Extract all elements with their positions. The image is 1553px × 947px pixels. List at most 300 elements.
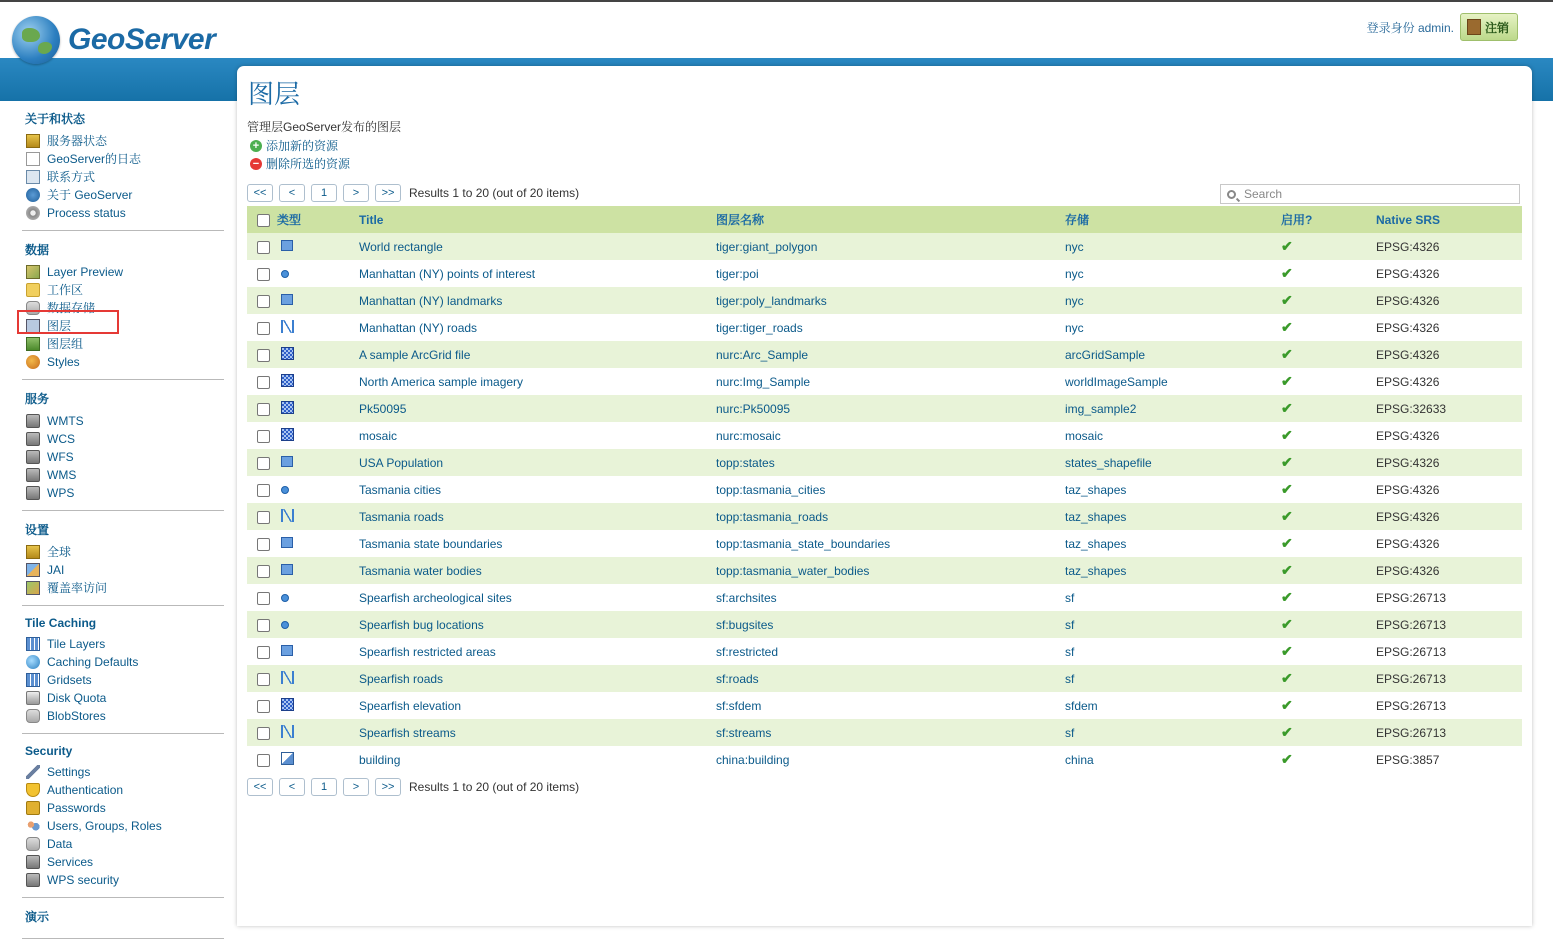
layer-name-cell: [716, 719, 1065, 746]
layer-title-link[interactable]: A sample ArcGrid file: [359, 347, 471, 362]
polygon-type-icon: [281, 564, 293, 575]
line-type-icon: [281, 671, 294, 684]
sidebar-item-label[interactable]: 服务器状态: [47, 134, 108, 148]
sidebar-item[interactable]: [26, 835, 224, 853]
select-all-checkbox[interactable]: [257, 214, 270, 227]
polygon-type-icon: [281, 645, 293, 656]
native-srs-cell: EPSG:3857: [1376, 746, 1522, 773]
layer-name-link[interactable]: sf:bugsites: [716, 617, 774, 632]
pager-next-button[interactable]: >: [343, 184, 369, 202]
layer-name-link[interactable]: topp:states: [716, 455, 775, 470]
column-header-store[interactable]: 存储: [1065, 206, 1281, 233]
store-link[interactable]: mosaic: [1065, 428, 1104, 443]
store-link[interactable]: sfdem: [1065, 698, 1098, 713]
sidebar-item[interactable]: [26, 707, 224, 725]
row-checkbox[interactable]: [257, 484, 270, 497]
enabled-check-icon: ✔: [1281, 454, 1293, 470]
sidebar-item-label[interactable]: 图层: [47, 319, 72, 333]
layer-name-link[interactable]: nurc:Arc_Sample: [716, 347, 809, 362]
layer-name-cell: [716, 665, 1065, 692]
sidebar-item-label[interactable]: WMS: [47, 468, 77, 482]
sidebar-item-label[interactable]: JAI: [47, 563, 65, 577]
native-srs-cell: EPSG:4326: [1376, 557, 1522, 584]
store-cell: [1065, 692, 1281, 719]
store-cell: [1065, 395, 1281, 422]
layer-name-link[interactable]: sf:sfdem: [716, 698, 762, 713]
layer-name-link[interactable]: topp:tasmania_state_boundaries: [716, 536, 891, 551]
service-icon: [26, 450, 40, 464]
globe-logo-icon: [12, 16, 60, 64]
layer-name-link[interactable]: tiger:tiger_roads: [716, 320, 803, 335]
sidebar-item[interactable]: [26, 466, 224, 484]
type-cell: [277, 584, 359, 611]
layer-title-link[interactable]: Tasmania state boundaries: [359, 536, 503, 551]
title-cell: [359, 287, 716, 314]
sidebar-item-label[interactable]: WFS: [47, 450, 74, 464]
enabled-check-icon: ✔: [1281, 697, 1293, 713]
layer-title-link[interactable]: Tasmania roads: [359, 509, 444, 524]
column-header-type[interactable]: 类型: [277, 206, 359, 233]
column-header-native-srs[interactable]: Native SRS: [1376, 206, 1522, 233]
sidebar-item-label[interactable]: Users, Groups, Roles: [47, 819, 162, 833]
pager-prev-button[interactable]: <: [279, 778, 305, 796]
row-select-cell: [247, 287, 277, 314]
enabled-cell: [1281, 449, 1376, 476]
point-type-icon: [281, 270, 289, 278]
layer-name-link[interactable]: topp:tasmania_cities: [716, 482, 826, 497]
database-icon: [26, 837, 40, 851]
row-checkbox[interactable]: [257, 565, 270, 578]
native-srs-cell: EPSG:4326: [1376, 287, 1522, 314]
row-select-cell: [247, 665, 277, 692]
enabled-check-icon: ✔: [1281, 643, 1293, 659]
sidebar-item[interactable]: [26, 430, 224, 448]
sidebar-item[interactable]: [26, 168, 224, 186]
layer-name-link[interactable]: tiger:poly_landmarks: [716, 293, 827, 308]
store-link[interactable]: china: [1065, 752, 1094, 767]
store-cell: [1065, 341, 1281, 368]
geoserver-logo[interactable]: [12, 14, 215, 66]
layer-title-link[interactable]: Manhattan (NY) roads: [359, 320, 478, 335]
title-cell: [359, 314, 716, 341]
pager-page-button[interactable]: 1: [311, 778, 337, 796]
sidebar-item[interactable]: [26, 763, 224, 781]
store-link[interactable]: sf: [1065, 725, 1075, 740]
layer-name-cell: [716, 395, 1065, 422]
sidebar-item[interactable]: [26, 204, 224, 222]
table-row: [247, 341, 1522, 368]
sidebar-item-label[interactable]: 覆盖率访问: [47, 581, 108, 595]
sidebar-item-label[interactable]: WPS: [47, 486, 75, 500]
enabled-check-icon: ✔: [1281, 724, 1293, 740]
layer-name-cell: [716, 341, 1065, 368]
native-srs-cell: EPSG:26713: [1376, 692, 1522, 719]
sidebar-item-label[interactable]: GeoServer的日志: [47, 152, 142, 166]
sidebar-section-title: 设置: [25, 523, 50, 537]
sidebar-item[interactable]: [26, 484, 224, 502]
enabled-cell: [1281, 530, 1376, 557]
add-resource-link[interactable]: 添加新的资源: [266, 139, 339, 153]
enabled-cell: [1281, 665, 1376, 692]
store-cell: [1065, 233, 1281, 260]
raster-type-icon: [281, 347, 294, 360]
pager-prev-button[interactable]: <: [279, 184, 305, 202]
native-srs-cell: EPSG:4326: [1376, 422, 1522, 449]
pager-first-button[interactable]: <<: [247, 778, 273, 796]
sidebar-item[interactable]: [26, 335, 224, 353]
store-link[interactable]: states_shapefile: [1065, 455, 1152, 470]
type-cell: [277, 611, 359, 638]
enabled-check-icon: ✔: [1281, 292, 1293, 308]
search-box[interactable]: [1220, 184, 1520, 204]
sidebar-item[interactable]: [26, 653, 224, 671]
store-cell: [1065, 476, 1281, 503]
enabled-cell: [1281, 233, 1376, 260]
enabled-cell: [1281, 260, 1376, 287]
sidebar-item-label[interactable]: Tile Layers: [47, 637, 106, 651]
sidebar-section: [22, 906, 224, 939]
store-link[interactable]: img_sample2: [1065, 401, 1137, 416]
sidebar-item[interactable]: [26, 561, 224, 579]
layer-group-icon: [26, 337, 40, 351]
row-select-cell: [247, 611, 277, 638]
layer-name-cell: [716, 611, 1065, 638]
layer-name-cell: [716, 476, 1065, 503]
row-checkbox[interactable]: [257, 619, 270, 632]
native-srs-cell: EPSG:32633: [1376, 395, 1522, 422]
pager-top: [247, 184, 579, 202]
enabled-cell: [1281, 719, 1376, 746]
row-checkbox[interactable]: [257, 700, 270, 713]
service-icon: [26, 873, 40, 887]
layer-title-link[interactable]: Manhattan (NY) points of interest: [359, 266, 536, 281]
layer-title-link[interactable]: Tasmania cities: [359, 482, 442, 497]
sidebar-section-title: Security: [25, 744, 73, 758]
raster-type-icon: [281, 428, 294, 441]
sidebar-item[interactable]: [26, 281, 224, 299]
layer-name-link[interactable]: nurc:Pk50095: [716, 401, 791, 416]
sidebar-item[interactable]: [26, 799, 224, 817]
type-cell: [277, 638, 359, 665]
row-checkbox[interactable]: [257, 376, 270, 389]
sidebar-item[interactable]: [26, 635, 224, 653]
line-type-icon: [281, 320, 294, 333]
store-cell: [1065, 611, 1281, 638]
store-link[interactable]: nyc: [1065, 293, 1084, 308]
row-checkbox[interactable]: [257, 592, 270, 605]
store-link[interactable]: worldImageSample: [1065, 374, 1168, 389]
store-link[interactable]: taz_shapes: [1065, 482, 1127, 497]
layer-title-link[interactable]: Spearfish bug locations: [359, 617, 484, 632]
enabled-cell: [1281, 476, 1376, 503]
store-link[interactable]: sf: [1065, 671, 1075, 686]
sidebar-item[interactable]: [26, 263, 224, 281]
title-cell: [359, 746, 716, 773]
layer-title-link[interactable]: building: [359, 752, 401, 767]
sidebar-item-label[interactable]: Caching Defaults: [47, 655, 139, 669]
layer-title-link[interactable]: Spearfish restricted areas: [359, 644, 496, 659]
sidebar-section: [22, 742, 224, 898]
header: [0, 2, 1553, 58]
layer-name-cell: [716, 233, 1065, 260]
contact-card-icon: [26, 170, 40, 184]
page-description: 管理层GeoServer发布的图层: [247, 120, 402, 134]
store-link[interactable]: sf: [1065, 617, 1075, 632]
sidebar-item-label[interactable]: 全球: [47, 545, 72, 559]
pager-first-button[interactable]: <<: [247, 184, 273, 202]
enabled-cell: [1281, 692, 1376, 719]
main-panel: [237, 66, 1532, 926]
table-row: [247, 746, 1522, 773]
store-link[interactable]: nyc: [1065, 266, 1084, 281]
service-icon: [26, 486, 40, 500]
title-cell: [359, 476, 716, 503]
raster-type-icon: [281, 698, 294, 711]
sidebar-item-label[interactable]: Services: [47, 855, 94, 869]
layer-name-link[interactable]: topp:tasmania_water_bodies: [716, 563, 870, 578]
row-checkbox[interactable]: [257, 673, 270, 686]
sidebar-item-label[interactable]: WMTS: [47, 414, 84, 428]
folder-icon: [26, 283, 40, 297]
store-link[interactable]: arcGridSample: [1065, 347, 1146, 362]
row-select-cell: [247, 341, 277, 368]
sidebar-item[interactable]: [26, 186, 224, 204]
sidebar-item-label[interactable]: 联系方式: [47, 170, 96, 184]
pager-last-button[interactable]: >>: [375, 778, 401, 796]
sidebar-item[interactable]: [26, 543, 224, 561]
title-cell: [359, 260, 716, 287]
sidebar-section: [22, 519, 224, 606]
title-cell: [359, 692, 716, 719]
enabled-cell: [1281, 395, 1376, 422]
sidebar-item-label[interactable]: WPS security: [47, 873, 120, 887]
layer-name-link[interactable]: tiger:giant_polygon: [716, 239, 818, 254]
search-input[interactable]: [1244, 187, 1504, 201]
enabled-cell: [1281, 422, 1376, 449]
sidebar-item-label[interactable]: Process status: [47, 206, 126, 220]
store-link[interactable]: sf: [1065, 590, 1075, 605]
sidebar-item-label[interactable]: WCS: [47, 432, 75, 446]
row-checkbox[interactable]: [257, 349, 270, 362]
row-checkbox[interactable]: [257, 754, 270, 767]
add-resource-action[interactable]: [250, 137, 338, 154]
native-srs-cell: EPSG:4326: [1376, 530, 1522, 557]
pager-last-button[interactable]: >>: [375, 184, 401, 202]
layer-name-link[interactable]: sf:streams: [716, 725, 772, 740]
sidebar-item[interactable]: [26, 853, 224, 871]
pager-page-button[interactable]: 1: [311, 184, 337, 202]
page-title: 图层: [248, 79, 301, 109]
table-row: [247, 314, 1522, 341]
layer-name-link[interactable]: tiger:poi: [716, 266, 759, 281]
server-icon: [26, 545, 40, 559]
row-checkbox[interactable]: [257, 322, 270, 335]
store-link[interactable]: sf: [1065, 644, 1075, 659]
enabled-check-icon: ✔: [1281, 589, 1293, 605]
title-cell: [359, 584, 716, 611]
sidebar-item[interactable]: [26, 353, 224, 371]
sidebar-item-label[interactable]: 数据存储: [47, 301, 96, 315]
sidebar-section: [22, 614, 224, 734]
grid-icon: [26, 637, 40, 651]
row-checkbox[interactable]: [257, 241, 270, 254]
sidebar-item-label[interactable]: Passwords: [47, 801, 106, 815]
title-cell: [359, 341, 716, 368]
title-cell: [359, 395, 716, 422]
enabled-cell: [1281, 368, 1376, 395]
sidebar-item[interactable]: [26, 871, 224, 889]
table-header-row: [247, 206, 1522, 233]
logged-in-user: 登录身份 admin.: [1366, 20, 1454, 35]
pager-next-button[interactable]: >: [343, 778, 369, 796]
title-cell: [359, 665, 716, 692]
column-header-enabled[interactable]: 启用?: [1281, 206, 1376, 233]
layers-table-wrapper: [247, 206, 1522, 773]
layer-title-link[interactable]: Manhattan (NY) landmarks: [359, 293, 503, 308]
layer-title-link[interactable]: Spearfish archeological sites: [359, 590, 512, 605]
layer-title-link[interactable]: Pk50095: [359, 401, 407, 416]
pager-bottom: [247, 778, 579, 796]
sidebar-item-label[interactable]: Authentication: [47, 783, 124, 797]
sidebar-item[interactable]: [26, 150, 224, 168]
sidebar-item-label[interactable]: Styles: [47, 355, 80, 369]
row-checkbox[interactable]: [257, 430, 270, 443]
layer-title-link[interactable]: Spearfish roads: [359, 671, 444, 686]
layer-name-link[interactable]: sf:restricted: [716, 644, 779, 659]
table-row: [247, 557, 1522, 584]
sidebar-item[interactable]: [26, 132, 224, 150]
service-icon: [26, 468, 40, 482]
layer-title-link[interactable]: North America sample imagery: [359, 374, 524, 389]
table-row: [247, 665, 1522, 692]
row-select-cell: [247, 395, 277, 422]
row-select-cell: [247, 449, 277, 476]
store-link[interactable]: taz_shapes: [1065, 563, 1127, 578]
layer-title-link[interactable]: World rectangle: [359, 239, 443, 254]
sidebar-item-label[interactable]: 关于 GeoServer: [47, 188, 133, 202]
row-checkbox[interactable]: [257, 511, 270, 524]
enabled-check-icon: ✔: [1281, 265, 1293, 281]
sidebar-item[interactable]: [26, 689, 224, 707]
table-row: [247, 395, 1522, 422]
enabled-check-icon: ✔: [1281, 670, 1293, 686]
store-link[interactable]: taz_shapes: [1065, 536, 1127, 551]
sidebar-item[interactable]: [26, 671, 224, 689]
store-link[interactable]: nyc: [1065, 320, 1084, 335]
row-select-cell: [247, 422, 277, 449]
store-link[interactable]: nyc: [1065, 239, 1084, 254]
layer-name-cell: [716, 746, 1065, 773]
layer-name-link[interactable]: china:building: [716, 752, 790, 767]
layer-title-link[interactable]: Spearfish elevation: [359, 698, 462, 713]
sidebar-item[interactable]: [26, 781, 224, 799]
service-icon: [26, 855, 40, 869]
store-cell: [1065, 584, 1281, 611]
sidebar-item-label[interactable]: Layer Preview: [47, 265, 124, 279]
sidebar-item-label[interactable]: Gridsets: [47, 673, 92, 687]
row-select-cell: [247, 260, 277, 287]
type-cell: [277, 395, 359, 422]
layer-name-link[interactable]: sf:roads: [716, 671, 759, 686]
palette-icon: [26, 355, 40, 369]
native-srs-cell: EPSG:26713: [1376, 611, 1522, 638]
map-preview-icon: [26, 265, 40, 279]
store-cell: [1065, 368, 1281, 395]
row-select-cell: [247, 557, 277, 584]
sidebar-item-label[interactable]: Settings: [47, 765, 91, 779]
type-cell: [277, 422, 359, 449]
jai-icon: [26, 563, 40, 577]
table-row: [247, 287, 1522, 314]
table-row: [247, 476, 1522, 503]
row-checkbox[interactable]: [257, 295, 270, 308]
table-row: [247, 260, 1522, 287]
logout-button[interactable]: [1460, 13, 1518, 41]
table-row: [247, 422, 1522, 449]
sidebar-section-title: 关于和状态: [25, 112, 86, 126]
sidebar-item[interactable]: [26, 817, 224, 835]
title-cell: [359, 422, 716, 449]
sidebar-item[interactable]: [26, 412, 224, 430]
store-link[interactable]: taz_shapes: [1065, 509, 1127, 524]
table-row: [247, 233, 1522, 260]
layer-title-link[interactable]: USA Population: [359, 455, 444, 470]
sidebar-section-title: 数据: [25, 243, 50, 257]
sidebar-item-label[interactable]: 图层组: [47, 337, 84, 351]
row-checkbox[interactable]: [257, 727, 270, 740]
row-checkbox[interactable]: [257, 538, 270, 551]
native-srs-cell: EPSG:26713: [1376, 584, 1522, 611]
row-checkbox[interactable]: [257, 457, 270, 470]
title-cell: [359, 638, 716, 665]
type-cell: [277, 233, 359, 260]
sidebar-item-label[interactable]: BlobStores: [47, 709, 106, 723]
layer-title-link[interactable]: Spearfish streams: [359, 725, 456, 740]
native-srs-cell: EPSG:4326: [1376, 260, 1522, 287]
enabled-check-icon: ✔: [1281, 481, 1293, 497]
store-cell: [1065, 503, 1281, 530]
add-icon: +: [250, 140, 262, 152]
row-checkbox[interactable]: [257, 646, 270, 659]
layer-name-cell: [716, 557, 1065, 584]
lock-icon: [26, 801, 40, 815]
layer-title-link[interactable]: mosaic: [359, 428, 398, 443]
layer-name-link[interactable]: nurc:mosaic: [716, 428, 781, 443]
table-row: [247, 503, 1522, 530]
door-icon: [1467, 19, 1481, 35]
row-select-cell: [247, 584, 277, 611]
layer-name-cell: [716, 287, 1065, 314]
sidebar-item[interactable]: [26, 448, 224, 466]
layer-name-link[interactable]: topp:tasmania_roads: [716, 509, 829, 524]
title-cell: [359, 368, 716, 395]
sidebar-item-label[interactable]: Disk Quota: [47, 691, 107, 705]
delete-resource-action[interactable]: [250, 155, 350, 172]
delete-resource-link[interactable]: 删除所选的资源: [266, 157, 351, 171]
sidebar-item-label[interactable]: Data: [47, 837, 73, 851]
row-checkbox[interactable]: [257, 403, 270, 416]
column-header-title[interactable]: Title: [359, 206, 716, 233]
layer-name-link[interactable]: nurc:Img_Sample: [716, 374, 811, 389]
sidebar-item-label[interactable]: 工作区: [47, 283, 84, 297]
layer-name-link[interactable]: sf:archsites: [716, 590, 777, 605]
row-checkbox[interactable]: [257, 268, 270, 281]
sidebar-item[interactable]: [26, 579, 224, 597]
column-header-layer-name[interactable]: 图层名称: [716, 206, 1065, 233]
layer-title-link[interactable]: Tasmania water bodies: [359, 563, 482, 578]
sidebar-section: [22, 388, 224, 511]
enabled-check-icon: ✔: [1281, 535, 1293, 551]
